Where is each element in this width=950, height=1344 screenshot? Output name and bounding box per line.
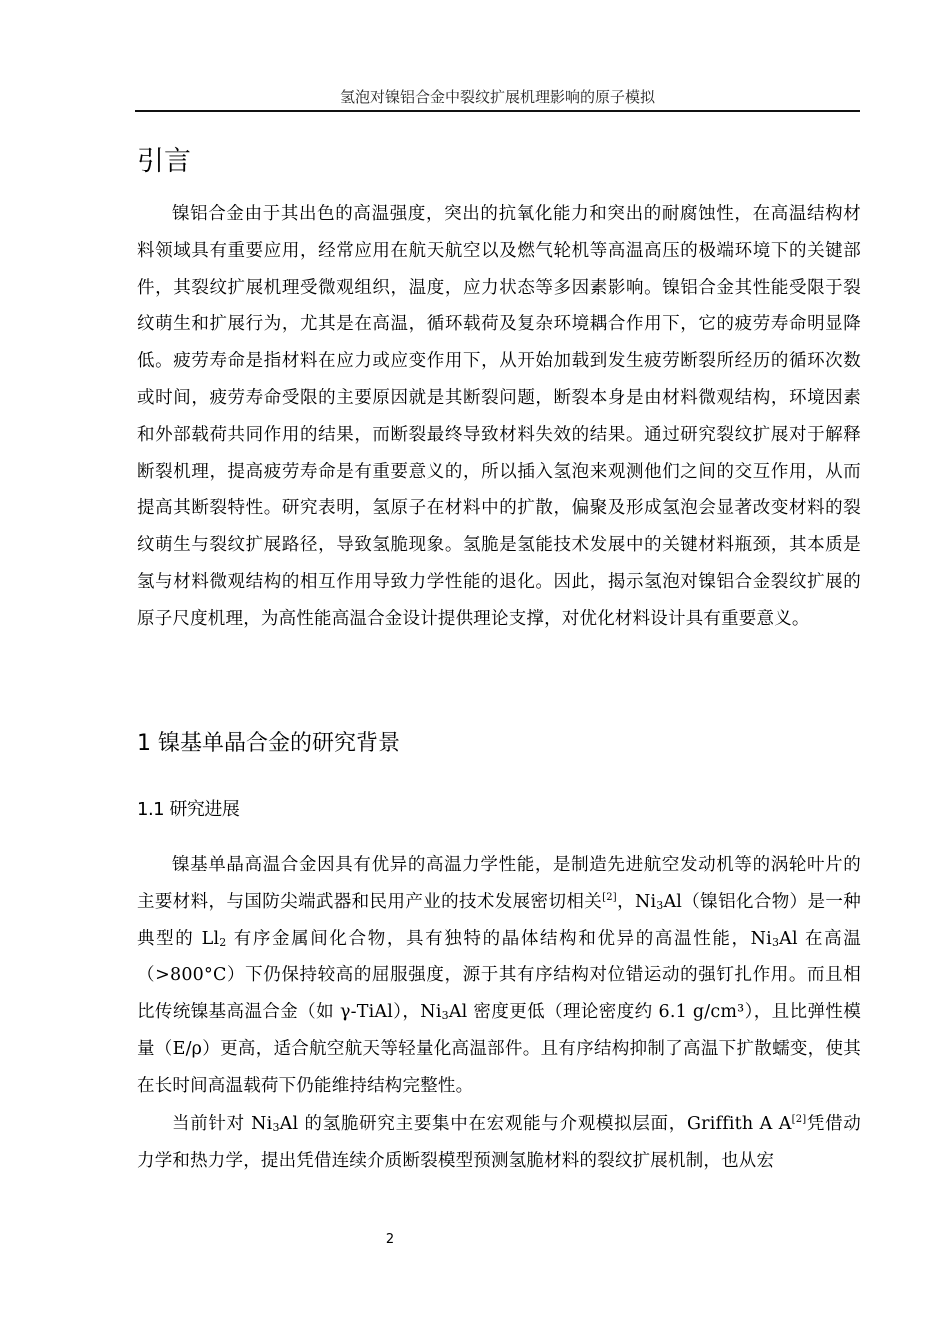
page-number: 2 bbox=[385, 1232, 395, 1247]
text-run: 当前针对 Ni bbox=[172, 1114, 273, 1134]
intro-paragraph: 镍铝合金由于其出色的高温强度，突出的抗氧化能力和突出的耐腐蚀性，在高温结构材料领域具有重要应用，经常应用在航天航空以及燃气轮机等高温高压的极端环境下的关键部件，其裂纹扩展机理受微观组织，温度，应力状态等多因素影响。镍铝合金其性能受限于裂纹萌生和扩展行为，尤其是在高温，循环载荷及复杂环境耦合作用下，它的疲劳寿命明显降低。疲劳寿命是指材料在应力或应变作用下，从开始加载到发生疲劳断裂所经历的循环次数或时间，疲劳寿命受限的主要原因就是其断裂问题，断裂本身是由材料微观结构，环境因素和外部载荷共同作用的结果，而断裂最终导致材料失效的结果。通过研究裂纹扩展对于解释断裂机理，提高疲劳寿命是有重要意义的，所以插入氢泡来观测他们之间的交互作用，从而提高其断裂特性。研究表明，氢原子在材料中的扩散，偏聚及形成氢泡会显著改变材料的裂纹萌生与裂纹扩展路径，导致氢脆现象。氢脆是氢能技术发展中的关键材料瓶颈，其本质是氢与材料微观结构的相互作用导致力学性能的退化。因此，揭示氢泡对镍铝合金裂纹扩展的原子尺度机理，为高性能高温合金设计提供理论支撑，对优化材料设计具有重要意义。 bbox=[137, 204, 861, 629]
text-run: 镍基单晶高温合金因具有优异的高温力学性能，是制造先进航空发动机等的涡轮叶片的主要材料，与国防尖端武器和民用产业的技术发展密切相关 bbox=[137, 855, 861, 912]
text-run: Al（镍铝化合物）是一种典型的 Ll bbox=[137, 891, 861, 949]
text-run: ，Ni bbox=[616, 891, 657, 912]
citation-ref[interactable]: [2] bbox=[602, 891, 617, 903]
subscript: 2 bbox=[219, 935, 227, 949]
text-run: Al 在高温（>800°C）下仍保持较高的屈服强度，源于其有序结构对位错运动的强钉扎作用。而且相比传统镍基高温合金（如 γ-TiAl），Ni bbox=[137, 928, 862, 1023]
subsection-1-1-heading: 1.1 研究进展 bbox=[137, 799, 240, 820]
subscript: 3 bbox=[441, 1009, 449, 1023]
intro-heading: 引言 bbox=[137, 146, 191, 177]
subscript: 3 bbox=[656, 898, 664, 912]
header-rule bbox=[135, 110, 860, 112]
subscript: 3 bbox=[771, 935, 780, 949]
section-1-heading: 1 镍基单晶合金的研究背景 bbox=[137, 731, 400, 756]
text-run: Al 的氢脆研究主要集中在宏观能与介观模拟层面，Griffith A A bbox=[279, 1114, 792, 1134]
text-run: 凭借动力学和热力学，提出凭借连续介质断裂模型预测氢脆材料的裂纹扩展机制，也从宏 bbox=[137, 1114, 861, 1171]
text-run: Al 密度更低（理论密度约 6.1 g/cm³），且比弹性模量（E/ρ）更高，适合航空航天等轻量化高温部件。且有序结构抑制了高温下扩散蠕变，使其在长时间高温载荷下仍能维持结构完整性。 bbox=[137, 1002, 862, 1096]
running-header: 氢泡对镍铝合金中裂纹扩展机理影响的原子模拟 bbox=[339, 88, 655, 106]
subscript: 3 bbox=[272, 1121, 280, 1134]
text-run: 有序金属间化合物，具有独特的晶体结构和优异的高温性能，Ni bbox=[226, 928, 772, 949]
subsection-paragraph-2 bbox=[137, 1106, 861, 1180]
subsection-paragraph-1 bbox=[137, 847, 861, 1105]
citation-ref[interactable]: [2] bbox=[791, 1114, 807, 1125]
